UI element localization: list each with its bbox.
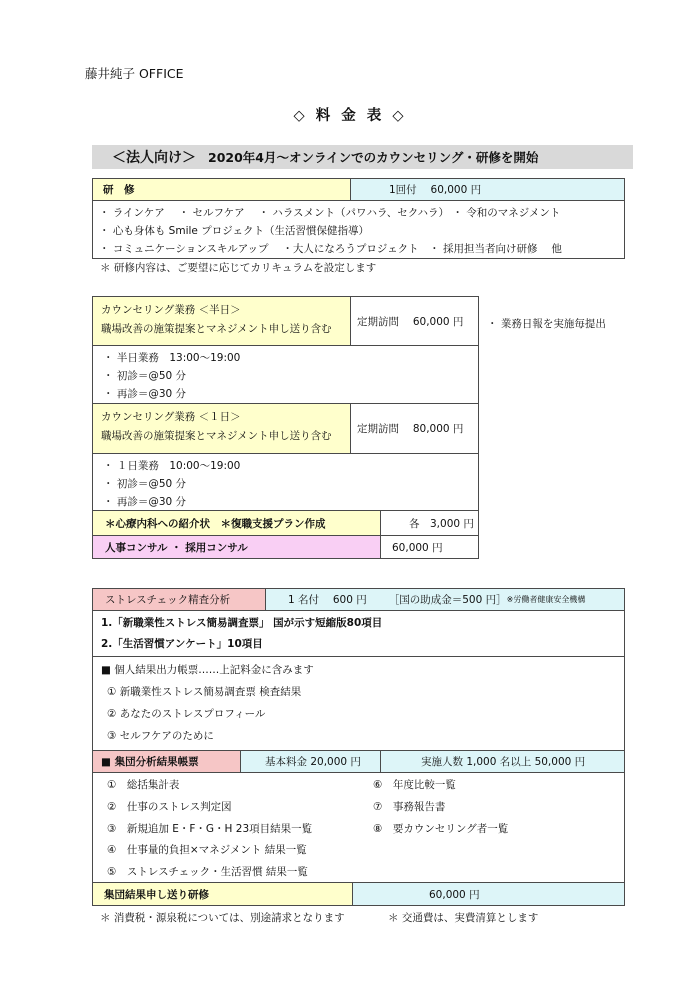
group-report-base-price: 基本料金 20,000 円 (240, 750, 381, 773)
tax-note: ＊ 消費税・源泉税については、別途請求となります (100, 912, 345, 924)
group-report-item: ⑦ 事務報告書 (373, 800, 446, 813)
group-report-label: ■ 集団分析結果帳票 (92, 750, 241, 773)
detail-item: ・ １日業務 10:00～19:00 (103, 460, 241, 472)
individual-report (92, 656, 625, 751)
consulting-price: 60,000 円 (380, 535, 479, 559)
counseling-full-day-label (92, 403, 351, 454)
stress-check-subsidy-source: ※労働者健康安全機構 (506, 595, 586, 604)
counseling-full-day-price: 定期訪問 80,000 円 (350, 403, 479, 454)
banner-category: ＜法人向け＞ (112, 150, 196, 166)
individual-report-item: ① 新職業性ストレス簡易調査票 検査結果 (107, 686, 302, 698)
consulting-label: 人事コンサル ・ 採用コンサル (92, 535, 381, 559)
counseling-half-day-price: 定期訪問 60,000 円 (350, 296, 479, 346)
detail-item: ・ 半日業務 13:00～19:00 (103, 352, 241, 364)
training-item: ・ コミュニケーションスキルアップ ・大人になろうプロジェクト ・ 採用担当者向け研修 他 (99, 243, 562, 255)
stress-check-subsidy: ［国の助成金＝500 円］ (388, 594, 507, 606)
group-report-large-price: 実施人数 1,000 名以上 50,000 円 (380, 750, 625, 773)
referral-label: ＊心療内科への紹介状 ＊復職支援プラン作成 (92, 510, 381, 536)
counseling-half-day-details (92, 345, 479, 404)
counseling-half-day-subtitle: 職場改善の施策提案とマネジメント申し送り含む (101, 323, 332, 335)
counseling-half-day-label (92, 296, 351, 346)
stress-check-price-row (265, 588, 625, 611)
survey-item: 2.「生活習慣アンケート」10項目 (101, 638, 263, 650)
individual-report-item: ② あなたのストレスプロフィール (107, 708, 266, 720)
detail-item: ・ 再診＝@30 分 (103, 496, 187, 508)
group-report-item: ⑥ 年度比較一覧 (373, 779, 456, 791)
banner-text: 2020年4月～オンラインでのカウンセリング・研修を開始 (208, 150, 539, 165)
group-report-item: ① 総括集計表 (107, 779, 180, 791)
stress-check-price: 1 名付 600 円 (288, 594, 367, 606)
detail-item: ・ 再診＝@30 分 (103, 388, 187, 400)
debrief-price: 60,000 円 (352, 882, 625, 906)
debrief-label: 集団結果申し送り研修 (92, 882, 353, 906)
page-title: ◇ 料 金 表 ◇ (293, 108, 407, 124)
counseling-side-note: ・ 業務日報を実施毎提出 (487, 318, 606, 330)
group-report-items-right (373, 775, 508, 840)
group-report-items (92, 772, 625, 883)
individual-report-item: ③ セルフケアのために (107, 730, 214, 742)
group-report-item: ④ 仕事量的負担×マネジメント 結果一覧 (107, 844, 307, 857)
stress-check-surveys (92, 610, 625, 657)
detail-item: ・ 初診＝@50 分 (103, 478, 187, 490)
training-label: 研 修 (92, 178, 351, 201)
counseling-full-day-subtitle: 職場改善の施策提案とマネジメント申し送り含む (101, 430, 332, 442)
training-item: ・ 心も身体も Smile プロジェクト（生活習慣保健指導） (99, 225, 369, 237)
referral-price: 各 3,000 円 (380, 510, 479, 536)
stress-check-label: ストレスチェック精査分析 (92, 588, 266, 611)
counseling-full-day-details (92, 453, 479, 511)
training-item: ・ ラインケア ・ セルフケア ・ ハラスメント（パワハラ、セクハラ） ・ 令和のマネジメント (99, 207, 561, 219)
individual-report-heading: ■ 個人結果出力帳票……上記料金に含みます (101, 664, 314, 676)
corporate-banner (92, 145, 633, 169)
group-report-item: ② 仕事のストレス判定図 (107, 800, 232, 813)
training-items (92, 200, 625, 259)
group-report-item: ③ 新規追加 E・F・G・H 23項目結果一覧 (107, 822, 313, 835)
training-price: 1回付 60,000 円 (350, 178, 625, 201)
survey-item: 1.「新職業性ストレス簡易調査票」 国が示す短縮版80項目 (101, 617, 383, 629)
detail-item: ・ 初診＝@50 分 (103, 370, 187, 382)
group-report-item: ⑧ 要カウンセリング者一覧 (373, 822, 509, 835)
counseling-full-day-title: カウンセリング業務 ＜１日＞ (101, 411, 241, 423)
group-report-item: ⑤ ストレスチェック・生活習慣 結果一覧 (107, 866, 308, 879)
counseling-half-day-title: カウンセリング業務 ＜半日＞ (101, 304, 241, 316)
office-name: 藤井純子 OFFICE (85, 66, 184, 81)
training-note: ＊ 研修内容は、ご要望に応じてカリキュラムを設定します (100, 262, 377, 274)
travel-note: ＊ 交通費は、実費清算とします (388, 912, 539, 924)
